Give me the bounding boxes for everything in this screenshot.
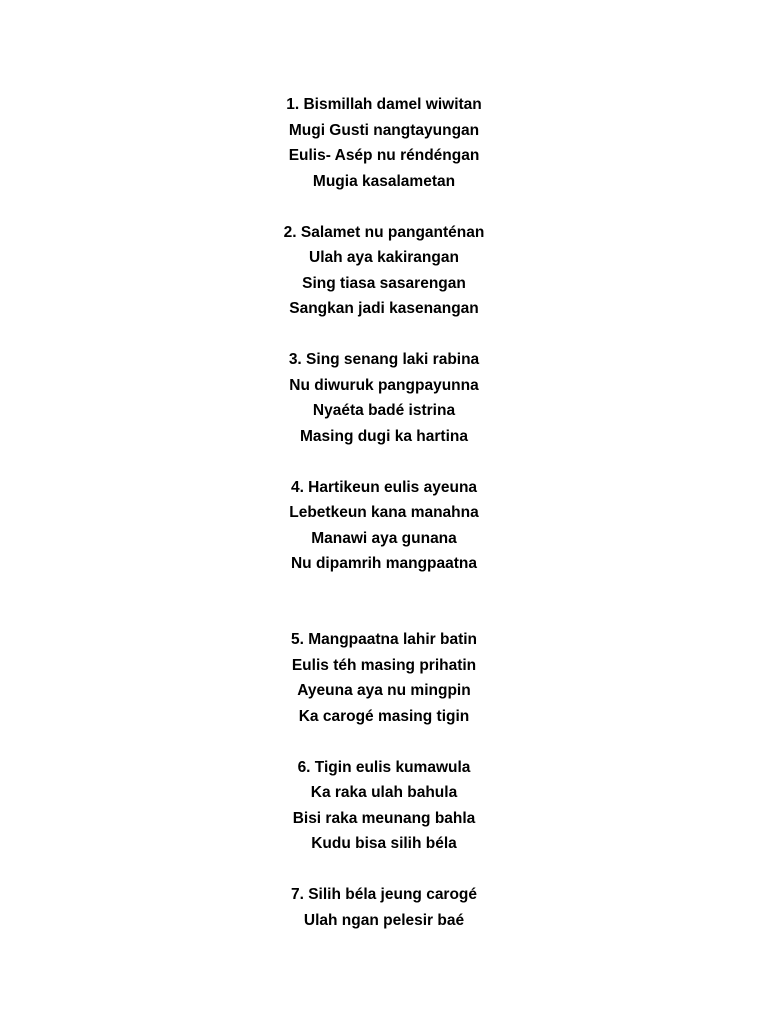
- stanza-line: Ulah aya kakirangan: [309, 249, 459, 266]
- stanza-line: Manawi aya gunana: [311, 529, 457, 547]
- stanza-line: 1. Bismillah damel wiwitan: [286, 96, 482, 113]
- stanza-line: Ka carogé masing tigin: [298, 707, 470, 725]
- stanza-spacer: [0, 449, 768, 475]
- stanza-line: 4. Hartikeun eulis ayeuna: [290, 478, 478, 496]
- stanza-line: Nu dipamrih mangpaatna: [290, 555, 478, 572]
- stanza-line: Ayeuna aya nu mingpin: [297, 682, 471, 699]
- stanza-line: 3. Sing senang laki rabina: [288, 351, 480, 368]
- stanza-4: [0, 475, 768, 577]
- stanza-spacer: [0, 322, 768, 348]
- stanza-7: [0, 882, 768, 933]
- stanza-line: Sangkan jadi kasenangan: [289, 300, 479, 317]
- stanza-line: Lebetkeun kana manahna: [289, 504, 479, 521]
- stanza-3: [0, 347, 768, 449]
- stanza-line: 2. Salamet nu panganténan: [283, 223, 485, 241]
- stanza-spacer: [0, 194, 768, 220]
- stanza-spacer: [0, 577, 768, 628]
- stanza-line: 6. Tigin eulis kumawula: [297, 758, 471, 776]
- stanza-2: [0, 220, 768, 322]
- stanza-line: Ka raka ulah bahula: [310, 784, 458, 801]
- stanza-5: [0, 627, 768, 729]
- stanza-spacer: [0, 729, 768, 755]
- stanza-line: Eulis téh masing prihatin: [291, 656, 477, 674]
- stanza-spacer: [0, 857, 768, 883]
- stanza-line: Kudu bisa silih béla: [311, 835, 457, 852]
- stanza-line: Masing dugi ka hartina: [300, 427, 468, 445]
- poem: [0, 92, 768, 933]
- stanza-line: Mugi Gusti nangtayungan: [288, 121, 480, 139]
- stanza-line: Ulah ngan pelesir baé: [303, 911, 465, 929]
- stanza-line: Bisi raka meunang bahla: [292, 809, 476, 827]
- stanza-line: Nyaéta badé istrina: [312, 402, 456, 419]
- stanza-line: Mugia kasalametan: [312, 172, 456, 190]
- stanza-1: [0, 92, 768, 194]
- stanza-line: Nu diwuruk pangpayunna: [289, 376, 479, 394]
- stanza-line: Sing tiasa sasarengan: [302, 274, 466, 292]
- stanza-line: 7. Silih béla jeung carogé: [290, 886, 478, 903]
- stanza-6: [0, 755, 768, 857]
- stanza-line: Eulis- Asép nu réndéngan: [288, 147, 480, 164]
- stanza-line: 5. Mangpaatna lahir batin: [290, 631, 478, 648]
